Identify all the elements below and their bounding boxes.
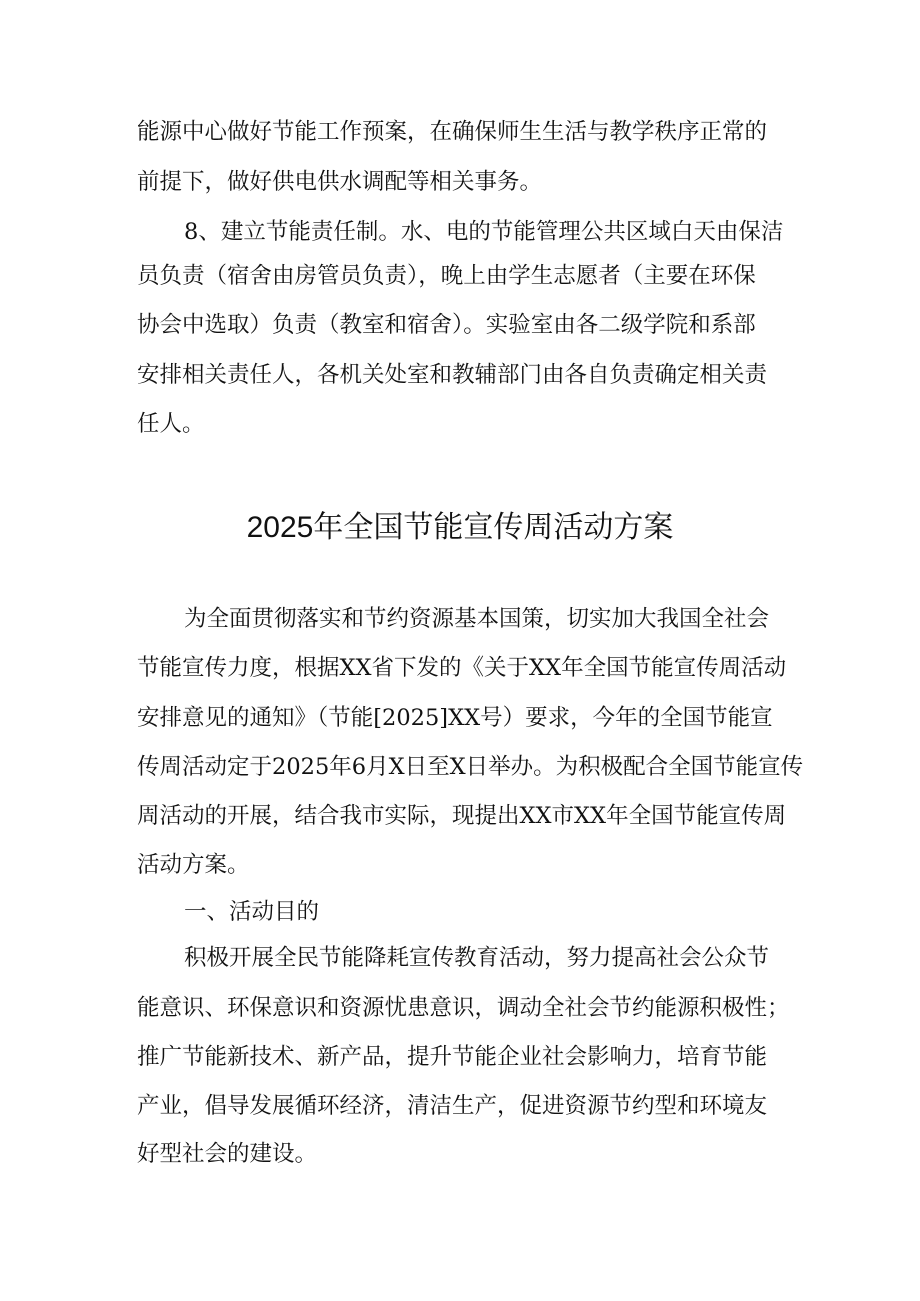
para1-line-4: 传周活动定于2025年6月X日至X日举办。为积极配合全国节能宣传: [137, 754, 804, 780]
item8-line-1: 8、建立节能责任制。水、电的节能管理公共区域白天由保洁: [184, 219, 784, 245]
para2-line-5: 好型社会的建设。: [137, 1141, 318, 1167]
item8-line-2: 员负责（宿舍由房管员负责），晚上由学生志愿者（主要在环保: [137, 263, 756, 289]
item8-line-4: 安排相关责任人，各机关处室和教辅部门由各自负责确定相关责: [137, 362, 768, 388]
para2-line-1: 积极开展全民节能降耗宣传教育活动，努力提高社会公众节: [184, 945, 770, 971]
intro-line-2: 前提下，做好供电供水调配等相关事务。: [137, 169, 543, 195]
document-title: 2025年全国节能宣传周活动方案: [246, 511, 674, 544]
section1-heading: 一、活动目的: [184, 899, 320, 925]
para1-line-3: 安排意见的通知》（节能[2025]XX号）要求，今年的全国节能宣: [137, 705, 773, 731]
para2-line-2: 能意识、环保意识和资源忧患意识，调动全社会节约能源积极性；: [137, 995, 790, 1021]
intro-line-1: 能源中心做好节能工作预案，在确保师生生活与教学秩序正常的: [137, 119, 768, 145]
para1-line-2: 节能宣传力度，根据XX省下发的《关于XX年全国节能宣传周活动: [137, 655, 787, 681]
para1-line-1: 为全面贯彻落实和节约资源基本国策，切实加大我国全社会: [184, 606, 770, 632]
para2-line-3: 推广节能新技术、新产品，提升节能企业社会影响力，培育节能: [137, 1044, 768, 1070]
item8-line-3: 协会中选取）负责（教室和宿舍）。实验室由各二级学院和系部: [137, 312, 756, 338]
item8-line-5: 任人。: [137, 411, 205, 437]
para1-line-6: 活动方案。: [137, 852, 250, 878]
para1-line-5: 周活动的开展，结合我市实际，现提出XX市XX年全国节能宣传周: [137, 803, 787, 829]
para2-line-4: 产业，倡导发展循环经济，清洁生产，促进资源节约型和环境友: [137, 1093, 768, 1119]
